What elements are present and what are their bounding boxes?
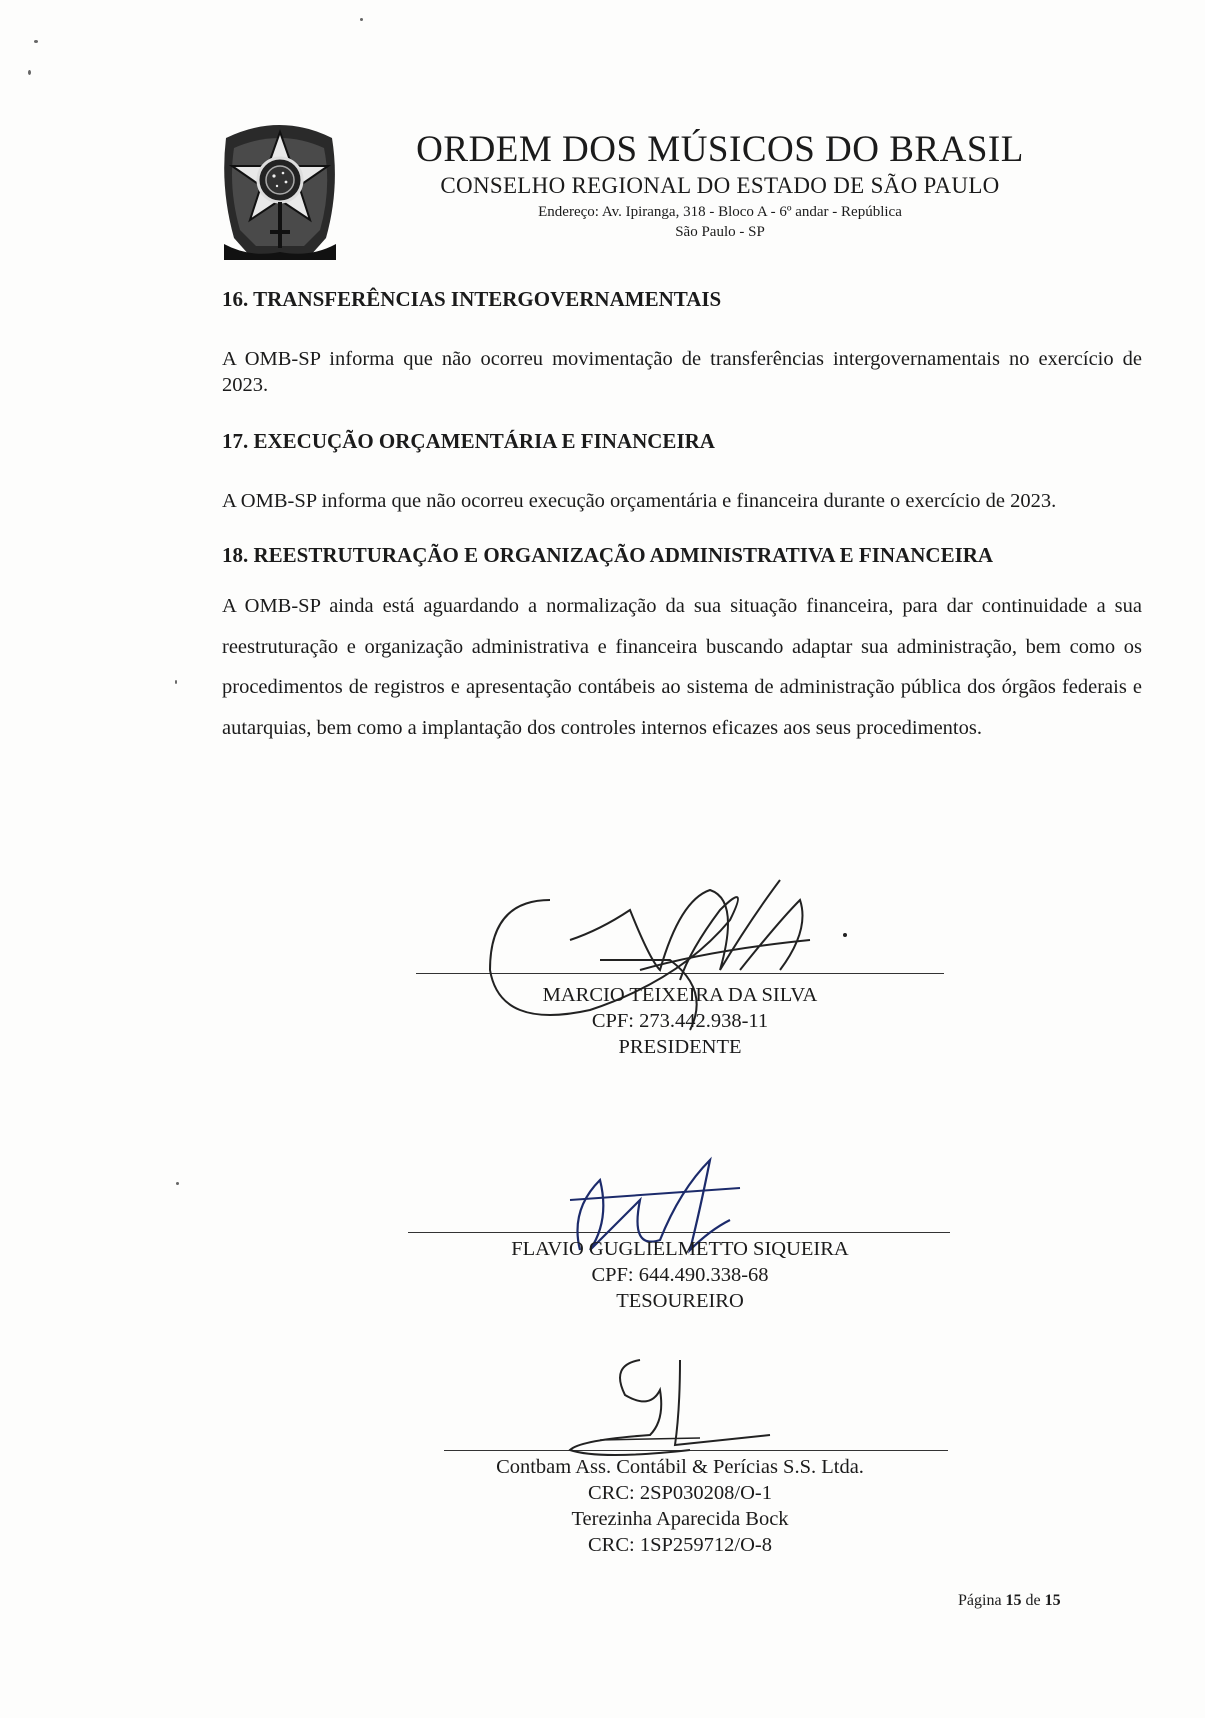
organization-city: São Paulo - SP (675, 224, 765, 240)
signatory-president (470, 982, 890, 1060)
page-current: 15 (1005, 1592, 1022, 1609)
signatory-role: PRESIDENTE (618, 1036, 742, 1058)
signature-line (416, 973, 944, 974)
organization-subtitle: CONSELHO REGIONAL DO ESTADO DE SÃO PAULO (440, 173, 1000, 198)
page-number (958, 1592, 1061, 1610)
section-17 (222, 428, 1142, 514)
page-total: 15 (1044, 1592, 1061, 1609)
page-mid: de (1025, 1592, 1041, 1609)
section-heading: 16. TRANSFERÊNCIAS INTERGOVERNAMENTAIS (222, 287, 722, 311)
signatory-name: FLAVIO GUGLIELMETTO SIQUEIRA (511, 1238, 849, 1260)
scan-speck (360, 18, 363, 21)
handwritten-signature (540, 1350, 800, 1465)
signatory-role: TESOUREIRO (616, 1290, 744, 1312)
signature-line (444, 1450, 948, 1451)
scan-speck (176, 1182, 179, 1185)
signatory-cpf: CPF: 273.442.938-11 (591, 1010, 769, 1032)
scan-speck (28, 70, 31, 75)
firm-name: Contbam Ass. Contábil & Perícias S.S. Ltda. (496, 1456, 864, 1478)
letterhead (400, 128, 1040, 242)
signatory-treasurer (470, 1236, 890, 1314)
signatory-name: MARCIO TEIXEIRA DA SILVA (542, 984, 818, 1006)
firm-crc: CRC: 2SP030208/O-1 (588, 1482, 772, 1504)
page-prefix: Página (958, 1592, 1002, 1609)
accountant-name: Terezinha Aparecida Bock (571, 1508, 789, 1530)
section-heading: 18. REESTRUTURAÇÃO E ORGANIZAÇÃO ADMINISTRATIVA E FINANCEIRA (222, 543, 994, 567)
section-paragraph: A OMB-SP informa que não ocorreu execução orçamentária e financeira durante o exercício de 2023. (222, 490, 1057, 512)
scan-speck (175, 680, 177, 684)
document-body (222, 286, 1142, 748)
section-paragraph: A OMB-SP ainda está aguardando a normalização da sua situação financeira, para dar continuidade a sua reestruturação e organização administrativa e financeira buscando adaptar sua administração, bem como os procedimentos de registros e apresentação contábeis ao sistema de administração pública dos órgãos federais e autarquias, bem como a implantação dos controles internos eficazes aos seus procedimentos. (222, 595, 1142, 739)
brazil-coat-of-arms-icon (220, 118, 340, 260)
signature-line (408, 1232, 950, 1233)
section-heading: 17. EXECUÇÃO ORÇAMENTÁRIA E FINANCEIRA (222, 429, 715, 453)
section-paragraph: A OMB-SP informa que não ocorreu movimentação de transferências intergovernamentais no exercício de 2023. (222, 348, 1142, 396)
signatory-accountant (440, 1454, 920, 1558)
section-18 (222, 542, 1142, 748)
section-16 (222, 286, 1142, 398)
accountant-crc: CRC: 1SP259712/O-8 (588, 1534, 772, 1556)
organization-name: ORDEM DOS MÚSICOS DO BRASIL (416, 129, 1024, 170)
scan-speck (34, 40, 38, 43)
organization-address: Endereço: Av. Ipiranga, 318 - Bloco A - 6º andar - República (538, 204, 902, 220)
signatory-cpf: CPF: 644.490.338-68 (591, 1264, 769, 1286)
